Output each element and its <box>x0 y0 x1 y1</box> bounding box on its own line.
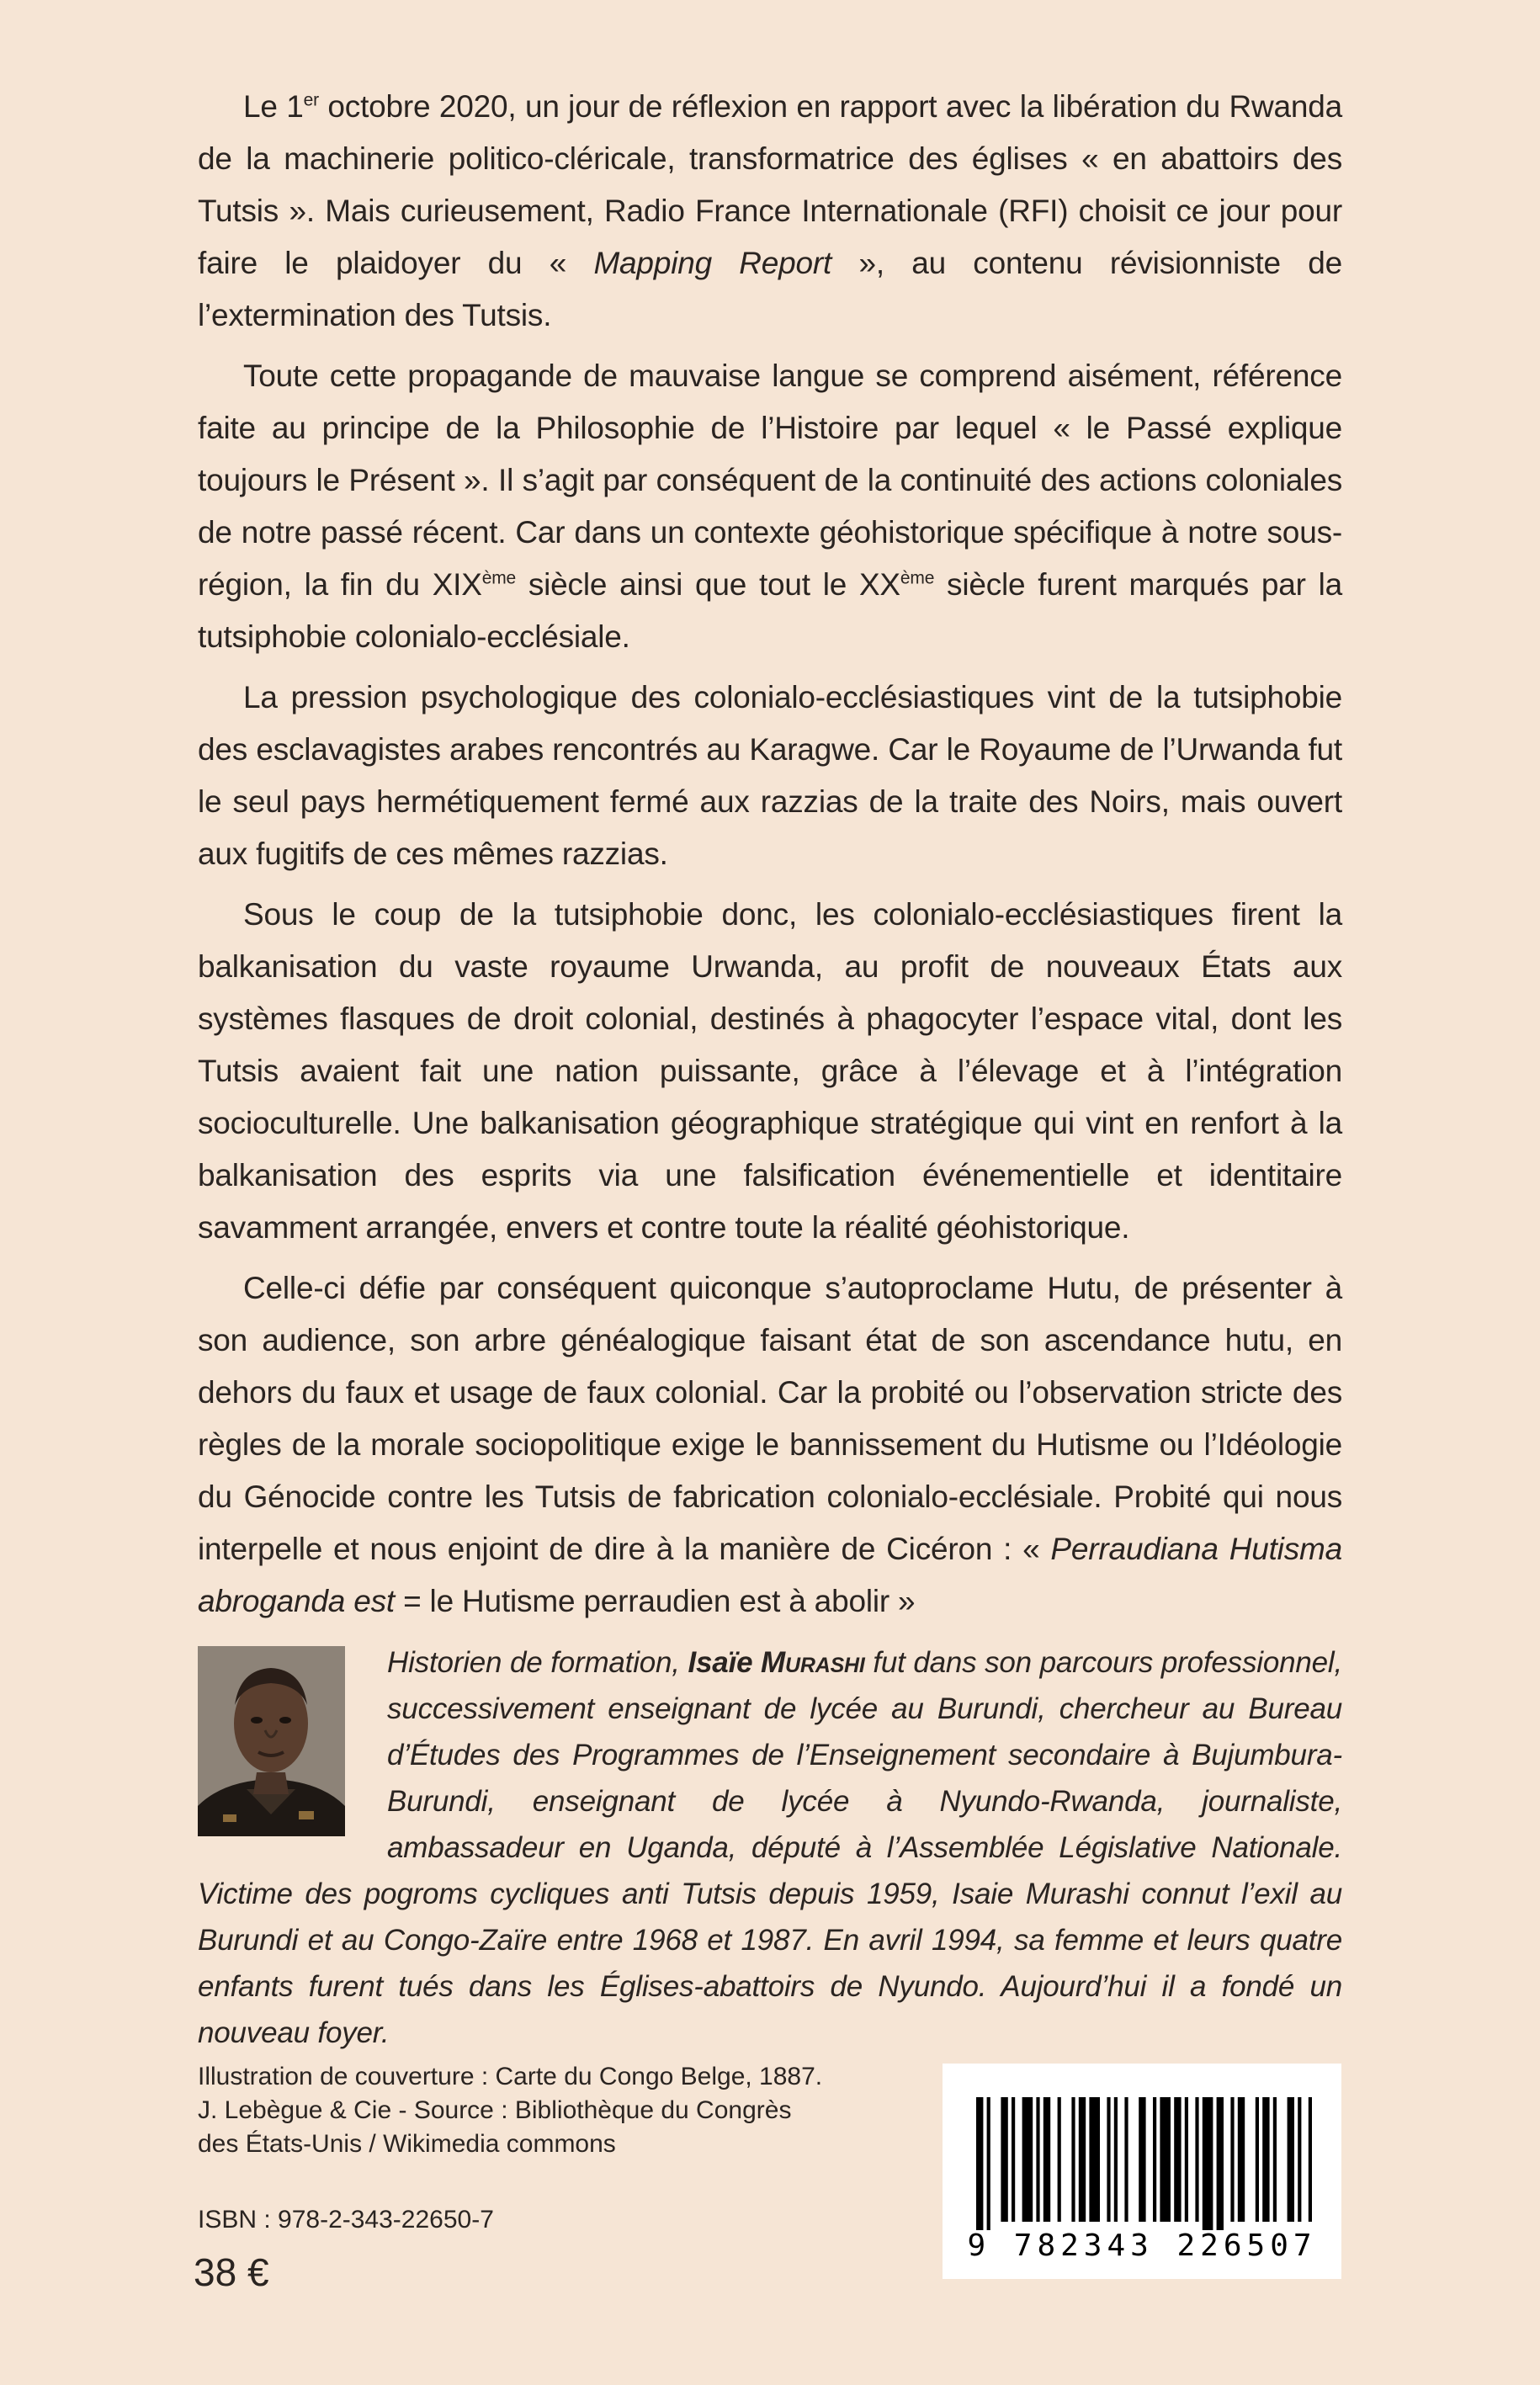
barcode-bar <box>1071 2097 1075 2222</box>
barcode-bar <box>1298 2097 1301 2222</box>
barcode-bar <box>1288 2097 1294 2222</box>
paragraph-1-text-c: », au contenu révisionniste de l’extermination des Tutsis. <box>198 246 1342 332</box>
barcode-bar <box>1262 2097 1269 2222</box>
barcode-bar <box>1139 2097 1145 2222</box>
paragraph-5-text-b: = le Hutisme perraudien est à abolir » <box>394 1584 916 1618</box>
barcode-bar <box>1238 2097 1245 2222</box>
paragraph-2-text-c: siècle furent marqués par la tutsiphobie colonialo-ecclésiale. <box>198 567 1342 654</box>
credits-line-2: J. Lebègue & Cie - Source : Bibliothèque du Congrès <box>198 2096 792 2124</box>
paragraph-2 <box>198 350 1342 663</box>
price: 38 € <box>194 2250 269 2294</box>
barcode-bar <box>1043 2097 1050 2222</box>
barcode-bar <box>1022 2097 1033 2222</box>
barcode-bar <box>1036 2097 1039 2222</box>
author-last-name: Murashi <box>761 1646 865 1679</box>
paragraph-3: La pression psychologique des colonialo-ecclésiastiques vint de la tutsiphobie des esclavagistes arabes rencontrés au Karagwe. Car le Royaume de l’Urwanda fut le seul pays hermétiquement fermé aux razzias de la traite des Noirs, mais ouvert aux fugitifs de ces mêmes razzias. <box>198 680 1342 871</box>
barcode-bar <box>1309 2097 1312 2222</box>
ordinal-superscript: er <box>303 90 319 110</box>
barcode-bar <box>1089 2097 1100 2222</box>
paragraph-2-text-b: siècle ainsi que tout le XX <box>516 567 900 602</box>
author-bio <box>198 1639 1342 2056</box>
paragraph-1 <box>198 81 1342 342</box>
paragraph-4: Sous le coup de la tutsiphobie donc, les colonialo-ecclésiastiques firent la balkanisation du vaste royaume Urwanda, au profit de nouveaux États aux systèmes flasques de droit colonial, destinés à phagocyter l’espace vital, dont les Tutsis avaient fait une nation puissante, grâce à l’élevage et à l’intégration socioculturelle. Une balkanisation géographique stratégique qui vint en renfort à la balkanisation des esprits via une falsification événementielle et identitaire savamment arrangée, envers et contre toute la réalité géohistorique. <box>198 897 1342 1245</box>
mapping-report-title: Mapping Report <box>593 246 832 280</box>
paragraph-2-text-a: Toute cette propagande de mauvaise langue se comprend aisément, référence faite au principe de la Philosophie de l’Histoire par lequel « le Passé explique toujours le Présent ». Il s’agit par conséquent de la continuité des actions coloniales de notre passé récent. Car dans un contexte géohistorique spécifique à notre sous-région, la fin du XIX <box>198 359 1342 602</box>
barcode-bar <box>1107 2097 1110 2222</box>
credits-line-3: des États-Unis / Wikimedia commons <box>198 2130 616 2158</box>
century-superscript-1: ème <box>481 568 517 588</box>
barcode-bar <box>1273 2097 1277 2222</box>
barcode-bar <box>1114 2097 1118 2222</box>
barcode-bar <box>1256 2097 1259 2222</box>
author-name <box>688 1646 865 1679</box>
author-photo <box>198 1646 345 1836</box>
barcode-bar <box>1230 2097 1234 2222</box>
barcode-bar <box>1124 2097 1128 2222</box>
bio-text-b: fut dans son parcours professionnel, successivement enseignant de lycée au Burundi, chercheur au Bureau d’Études des Programmes de l’Enseignement secondaire à Bujumbura-Burundi, enseignant de lycée à Nyundo-Rwanda, journaliste, ambassadeur en Uganda, député à l’Assemblée Législative Nationale. Victime des pogroms cycliques anti Tutsis depuis 1959, Isaie Murashi connut l’exil au Burundi et au Congo-Zaïre entre 1968 et 1987. En avril 1994, sa femme et leurs quatre enfants furent tués dans les Églises-abattoirs de Nyundo. Aujourd’hui il a fondé un nouveau foyer. <box>198 1646 1342 2049</box>
barcode-bar <box>1012 2097 1015 2222</box>
barcode-bar <box>976 2097 983 2230</box>
author-first-name: Isaïe <box>688 1646 762 1679</box>
barcode-bar <box>987 2097 990 2230</box>
barcode-bars <box>943 2064 1341 2232</box>
cover-credits <box>198 2060 871 2161</box>
barcode-bar <box>1079 2097 1086 2222</box>
paragraph-5 <box>198 1262 1342 1628</box>
barcode-bar <box>1195 2097 1198 2222</box>
isbn: ISBN : 978-2-343-22650-7 <box>198 2206 494 2234</box>
barcode-bar <box>1160 2097 1171 2222</box>
barcode-bar <box>1185 2097 1188 2222</box>
barcode-bar <box>1153 2097 1156 2222</box>
barcode-bar <box>1174 2097 1181 2222</box>
latin-quote: Perraudiana Hutisma abroganda est <box>198 1532 1343 1618</box>
barcode-bar <box>1203 2097 1213 2230</box>
credits-line-1: Illustration de couverture : Carte du Congo Belge, 1887. <box>198 2063 823 2090</box>
paragraph-5-text-a: Celle-ci défie par conséquent quiconque s’autoproclame Hutu, de présenter à son audience, son arbre généalogique faisant état de son ascendance hutu, en dehors du faux et usage de faux colonial. Car la probité ou l’observation stricte des règles de la morale sociopolitique exige le bannissement du Hutisme ou l’Idéologie du Génocide contre les Tutsis de fabrication colonialo-ecclésiale. Probité qui nous interpelle et nous enjoint de dire à la manière de Cicéron : « <box>198 1271 1342 1566</box>
barcode-bar <box>1058 2097 1061 2222</box>
bio-text-a: Historien de formation, <box>387 1646 688 1679</box>
paragraph-1-text-b: octobre 2020, un jour de réflexion en rapport avec la libération du Rwanda de la machinerie politico-cléricale, transformatrice des églises « en abattoirs des Tutsis ». Mais curieusement, Radio France Internationale (RFI) choisit ce jour pour faire le plaidoyer du « <box>198 89 1342 280</box>
barcode <box>943 2064 1341 2279</box>
century-superscript-2: ème <box>900 568 935 588</box>
barcode-bar <box>1217 2097 1224 2230</box>
barcode-digits: 9 782343 226507 <box>967 2228 1317 2263</box>
blurb-text <box>198 81 1342 1636</box>
barcode-bar <box>1001 2097 1007 2222</box>
paragraph-1-text-a: Le 1 <box>243 89 304 124</box>
